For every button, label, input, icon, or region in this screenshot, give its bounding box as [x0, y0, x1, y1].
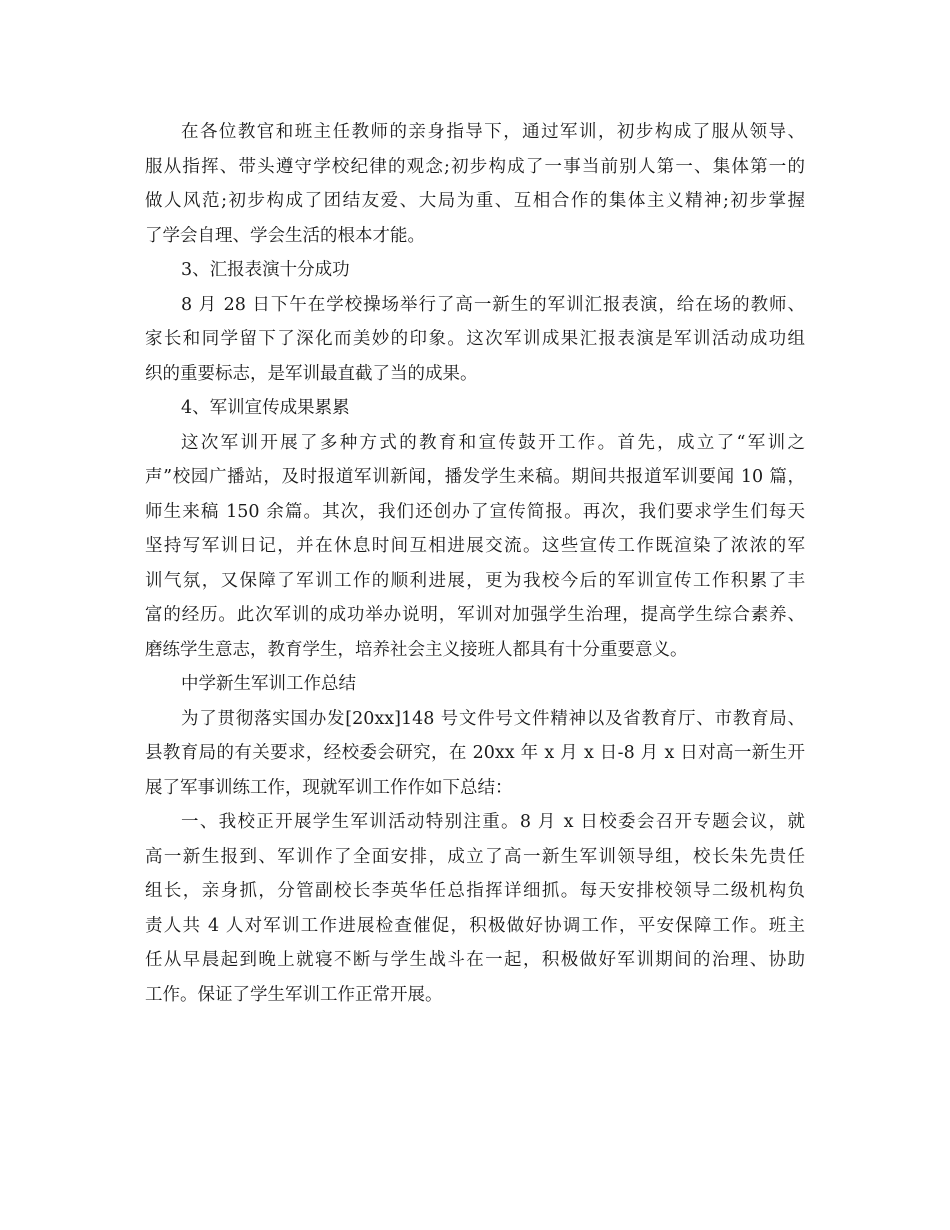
- text-line: 训气氛，又保障了军训工作的顺利进展，更为我校今后的军训宣传工作积累了丰: [145, 570, 805, 591]
- text-line: 展了军事训练工作，现就军训工作作如下总结：: [145, 777, 513, 798]
- text-line: 富的经历。此次军训的成功举办说明，军训对加强学生治理，提高学生综合素养、: [145, 605, 805, 625]
- text-line: 师生来稿 150 余篇。其次，我们还创办了宣传简报。再次，我们要求学生们每天: [145, 501, 805, 522]
- text-line: 了学会自理、学会生活的根本才能。: [145, 225, 425, 246]
- text-line: 在各位教官和班主任教师的亲身指导下，通过军训，初步构成了服从领导、: [181, 122, 805, 142]
- text-line: 服从指挥、带头遵守学校纪律的观念;初步构成了一事当前别人第一、集体第一的: [145, 156, 805, 177]
- text-line: 组长，亲身抓，分管副校长李英华任总指挥详细抓。每天安排校领导二级机构负: [145, 881, 805, 901]
- text-line: 工作。保证了学生军训工作正常开展。: [145, 984, 443, 1005]
- text-line: 3、汇报表演十分成功: [181, 260, 350, 280]
- text-line: 织的重要标志，是军训最直截了当的成果。: [145, 363, 478, 384]
- text-line: 县教育局的有关要求，经校委会研究，在 20xx 年 x 月 x 日-8 月 x 日对高一新生开: [145, 743, 805, 763]
- text-line: 磨练学生意志，教育学生，培养社会主义接班人都具有十分重要意义。: [145, 639, 688, 660]
- document-body: [145, 115, 805, 1012]
- text-line: 责人共 4 人对军训工作进展检查催促，积极做好协调工作，平安保障工作。班主: [145, 915, 805, 936]
- text-line: 高一新生报到、军训作了全面安排，成立了高一新生军训领导组，校长朱先贵任: [145, 846, 805, 867]
- text-line: 这次军训开展了多种方式的教育和宣传鼓开工作。首先，成立了“军训之: [181, 432, 805, 453]
- text-line: 8 月 28 日下午在学校操场举行了高一新生的军训汇报表演，给在场的教师、: [181, 294, 805, 315]
- text-line: 坚持写军训日记，并在休息时间互相进展交流。这些宣传工作既渲染了浓浓的军: [145, 536, 805, 556]
- text-line: 家长和同学留下了深化而美妙的印象。这次军训成果汇报表演是军训活动成功组: [145, 329, 805, 349]
- text-line: 任从早晨起到晚上就寝不断与学生战斗在一起，积极做好军训期间的治理、协助: [145, 950, 805, 970]
- text-line: 声”校园广播站，及时报道军训新闻，播发学生来稿。期间共报道军训要闻 10 篇，: [145, 467, 805, 487]
- text-line: 中学新生军训工作总结: [181, 674, 356, 694]
- text-line: 做人风范;初步构成了团结友爱、大局为重、互相合作的集体主义精神;初步掌握: [145, 191, 805, 211]
- text-line: 为了贯彻落实国办发[20xx]148 号文件号文件精神以及省教育厅、市教育局、: [181, 708, 805, 729]
- text-line: 一、我校正开展学生军训活动特别注重。8 月 x 日校委会召开专题会议，就: [181, 812, 805, 832]
- text-line: 4、军训宣传成果累累: [181, 398, 350, 418]
